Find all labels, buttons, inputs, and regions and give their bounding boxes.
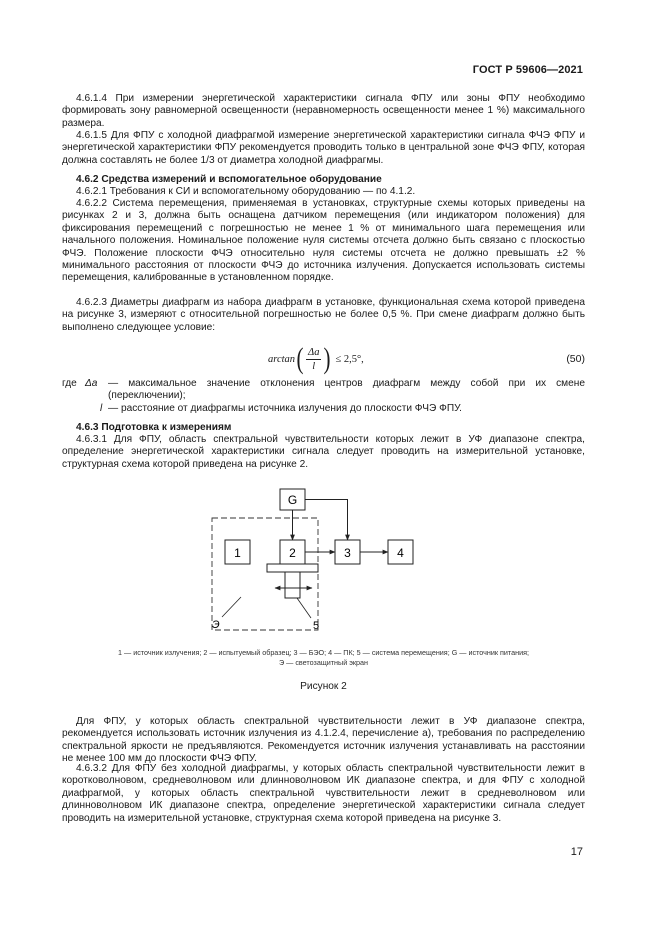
stage-platform	[267, 564, 318, 572]
para-4-6-3-1: 4.6.3.1 Для ФПУ, область спектральной чувствительности которых лежит в УФ диапазоне спектра, определение энергетической характеристики сигнала следует проводить на измерительной установке, структурная схема которой приведена на рисунке 2.	[62, 434, 585, 470]
where-lead: где	[62, 378, 77, 389]
label-screen: Э	[212, 619, 220, 631]
para-4-6-2-2: 4.6.2.2 Система перемещения, применяемая в установках, структурные схемы которых приведены на рисунках 2 и 3, должна быть оснащена датчиком перемещения (или индикатором положения) для фиксирования перемещений с погрешностью не менее 1 % от минимального шага перемещения или начального положения. Номинальное положение нуля системы отсчета должно быть связано с плоскостью ФЧЭ. Положение плоскости ФЧЭ относительно нуля системы отсчета не должно превышать ±2 % минимального расстояния от плоскости ФЧЭ до источника излучения. Допускается использовать системы перемещения, калиброванные в установленном порядке.	[62, 198, 585, 284]
formula-expression: arctan ( $\frac{\Delta a}{l}$ ) ≤ 2,5°,	[268, 342, 364, 375]
figure-legend-line-1: 1 — источник излучения; 2 — испытуемый образец; 3 — БЭО; 4 — ПК; 5 — система перемещения; G — источник питания;	[118, 648, 529, 657]
page-number: 17	[570, 846, 583, 858]
label-2: 2	[289, 546, 296, 560]
para-4-6-1-4: 4.6.1.4 При измерении энергетической характеристики сигнала ФПУ или зоны ФПУ необходимо формировать зону равномерной освещенности (неравномерность освещенности менее 1 %) максимального размера.	[62, 93, 585, 129]
formula-func: arctan	[268, 353, 296, 365]
formula-numerator: Δa	[308, 346, 320, 358]
para-4-6-2-3: 4.6.2.3 Диаметры диафрагм из набора диафрагм в установке, функциональная схема которой приведена на рисунке 3, измеряют с относительной погрешностью не более 0,5 %. При смене диафрагм должно быть выполнено следующее условие:	[62, 297, 585, 333]
figure-legend-line-2: Э — светозащитный экран	[278, 658, 368, 667]
para-uf-source: Для ФПУ, у которых область спектральной чувствительности лежит в УФ диапазоне спектра, рекомендуется использовать источник излучения из 4.1.2.4, перечисление а), требования по распределению спектральной яркости не предъявляются. Рекомендуется источник излучения устанавливать на расстоянии не менее 100 мм до плоскости ФЧЭ ФПУ.	[62, 716, 585, 765]
where-da-text: — максимальное значение отклонения центров диафрагм между собой при их смене (переключении);	[108, 378, 585, 402]
label-4: 4	[397, 546, 404, 560]
label-1: 1	[234, 546, 241, 560]
formula-denominator: l	[312, 360, 316, 372]
leader-screen	[222, 597, 241, 617]
document-id: ГОСТ Р 59606—2021	[472, 64, 583, 76]
label-3: 3	[344, 546, 351, 560]
where-l-text: — расстояние от диафрагмы источника излучения до плоскости ФЧЭ ФПУ.	[108, 403, 462, 414]
where-l-symbol: l	[100, 403, 103, 414]
stage-column	[285, 572, 300, 598]
arrow-g-to-3	[305, 500, 348, 541]
label-g: G	[287, 493, 298, 507]
formula-number: (50)	[566, 353, 585, 365]
formula-relation: ≤ 2,5°,	[335, 353, 364, 365]
leader-5	[297, 598, 311, 618]
label-5: 5	[313, 620, 320, 632]
figure-legend	[62, 648, 585, 668]
light-shield-screen	[212, 518, 318, 630]
para-4-6-3-2: 4.6.3.2 Для ФПУ без холодной диафрагмы, у которых область спектральной чувствительности лежит в коротковолновом, средневолновом или длинноволновом ИК диапазоне спектра, и для ФПУ с холодной диафрагмой, у которых область спектральной чувствительности лежит в средневолновом или длинноволновом ИК диапазоне спектра, определение энергетической характеристики сигнала следует проводить на измерительной установке, структурная схема которой приведена на рисунке 3.	[62, 763, 585, 824]
heading-4-6-2: 4.6.2 Средства измерений и вспомогательное оборудование	[76, 174, 382, 185]
para-4-6-1-5: 4.6.1.5 Для ФПУ с холодной диафрагмой измерение энергетической характеристики сигнала ФЧЭ ФПУ и энергетической характеристики ФПУ рекомендуется проводить только в центральной зоне ФЧЭ ФПУ, которая должна составлять не более 1/3 от диаметра холодной диафрагмы.	[62, 130, 585, 166]
heading-4-6-3: 4.6.3 Подготовка к измерениям	[76, 422, 232, 433]
where-da-symbol: Δa	[85, 378, 98, 389]
figure-title: Рисунок 2	[300, 681, 347, 692]
para-4-6-2-1: 4.6.2.1 Требования к СИ и вспомогательному оборудованию — по 4.1.2.	[76, 186, 416, 197]
